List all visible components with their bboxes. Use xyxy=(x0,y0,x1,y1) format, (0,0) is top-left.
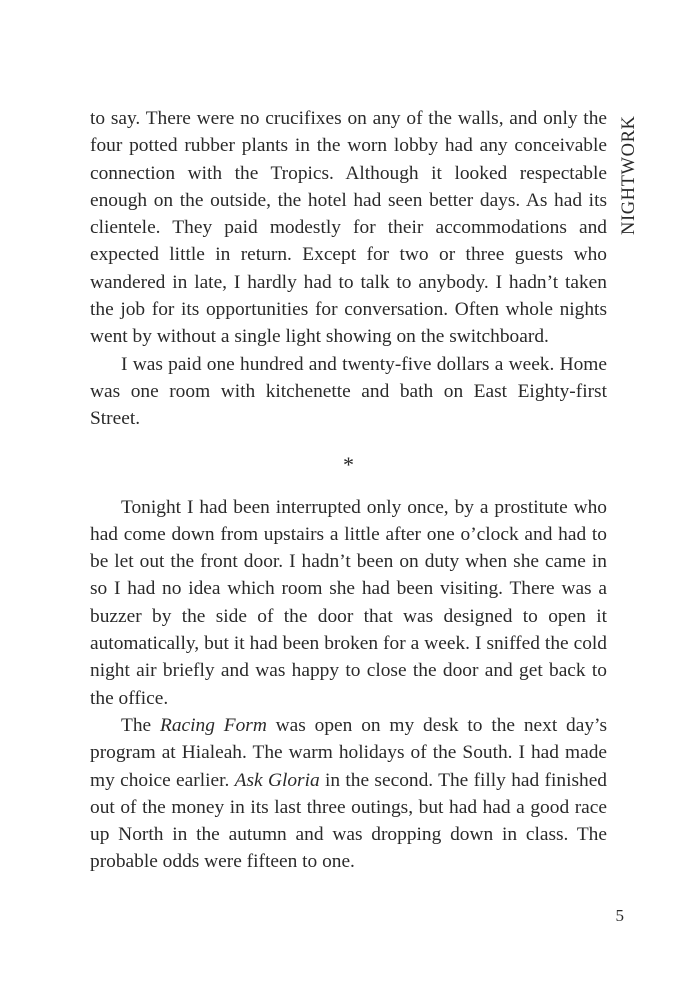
paragraph-4-pre: The xyxy=(121,714,160,736)
ask-gloria-title: Ask Gloria xyxy=(234,769,320,791)
racing-form-title: Racing Form xyxy=(159,714,267,736)
paragraph-2: I was paid one hundred and twenty-five dollars a week. Home was one room with kitchenette and bath on East Eighty-first Street. xyxy=(90,353,607,430)
paragraph-4 xyxy=(90,712,607,876)
page-number: 5 xyxy=(615,906,624,925)
paragraph-4-post: in the second. The filly had finished out of the money in its last three outings, but had had a good race up North in the autumn and was dropping down in class. The probable odds were fifteen to one. xyxy=(90,769,607,873)
body-text xyxy=(90,105,607,876)
paragraph-1: to say. There were no crucifixes on any of the walls, and only the four potted rubber plants in the worn lobby had any conceivable connection with the Tropics. Although it looked respectable enough on the outside, the hotel had seen better days. As had its clientele. They paid modestly for their accommodations and expected little in return. Except for two or three guests who wandered in late, I hardly had to talk to anybody. I hadn’t taken the job for its opportunities for conversation. Often whole nights went by without a single light showing on the switchboard. xyxy=(90,108,607,348)
running-head-text: NIGHTWORK xyxy=(619,115,639,235)
section-separator: * xyxy=(343,451,354,477)
paragraph-4-mid: was open on my desk to the next day’s program at Hialeah. The warm holidays of the South. I had made my choice earlier. xyxy=(90,714,607,791)
running-head xyxy=(616,105,640,235)
paragraph-3: Tonight I had been interrupted only once, by a prostitute who had come down from upstairs a little after one o’clock and had to be let out the front door. I hadn’t been on duty when she came in so I had no idea which room she had been visiting. There was a buzzer by the side of the door that was designed to open it automatically, but it had been broken for a week. I sniffed the cold night air briefly and was happy to close the door and get back to the office. xyxy=(90,496,607,709)
